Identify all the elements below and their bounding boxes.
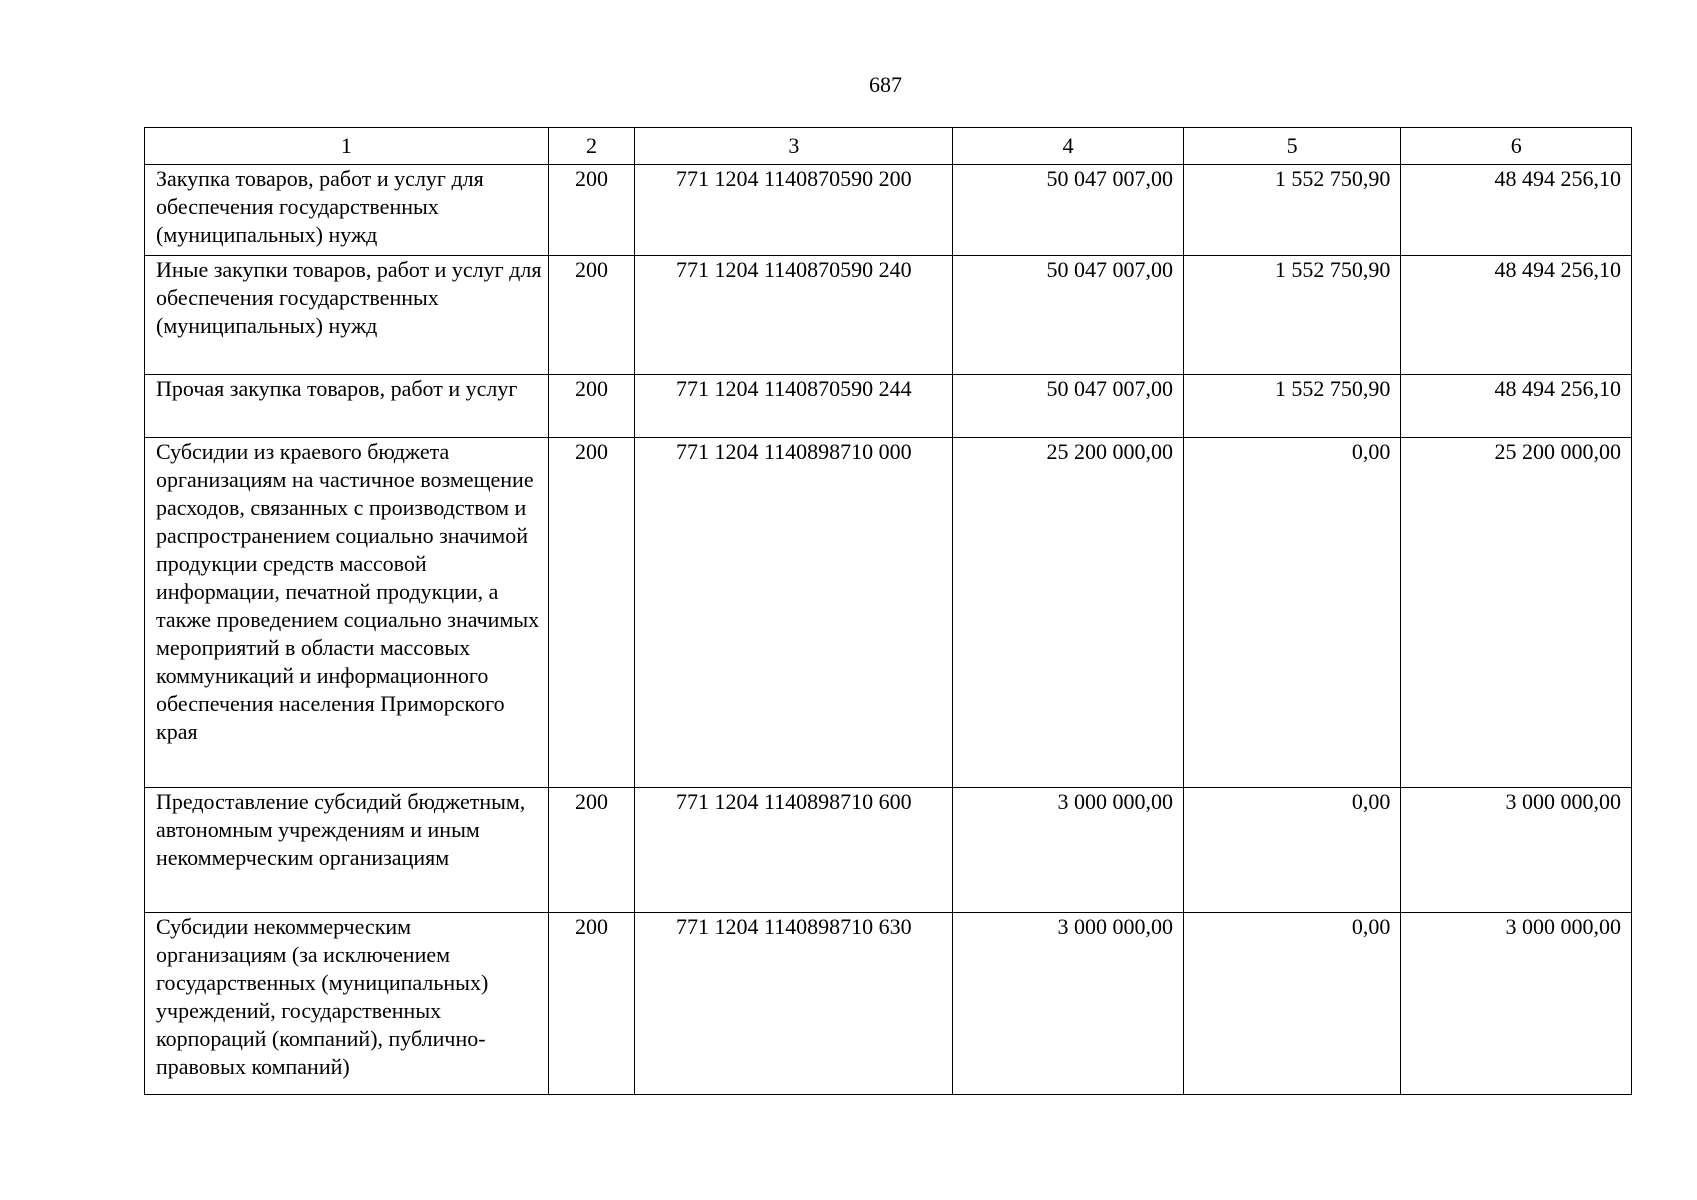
column-header-4: 4 xyxy=(953,128,1184,165)
budget-table xyxy=(144,127,1632,1095)
row-col6: 48 494 256,10 xyxy=(1401,375,1632,438)
row-col5: 0,00 xyxy=(1183,438,1400,788)
row-col6: 25 200 000,00 xyxy=(1401,438,1632,788)
table-header-row xyxy=(145,128,1632,165)
row-code: 200 xyxy=(548,913,635,1095)
table-row xyxy=(145,438,1632,788)
column-header-1: 1 xyxy=(145,128,549,165)
row-code: 200 xyxy=(548,256,635,375)
row-kbk: 771 1204 1140870590 244 xyxy=(635,375,953,438)
row-col6: 3 000 000,00 xyxy=(1401,788,1632,913)
row-col5: 1 552 750,90 xyxy=(1183,375,1400,438)
row-name: Прочая закупка товаров, работ и услуг xyxy=(145,375,549,438)
row-code: 200 xyxy=(548,165,635,256)
column-header-5: 5 xyxy=(1183,128,1400,165)
row-code: 200 xyxy=(548,375,635,438)
table-row xyxy=(145,913,1632,1095)
row-kbk: 771 1204 1140870590 240 xyxy=(635,256,953,375)
row-col4: 50 047 007,00 xyxy=(953,375,1184,438)
column-header-2: 2 xyxy=(548,128,635,165)
row-col5: 1 552 750,90 xyxy=(1183,165,1400,256)
page-number: 687 xyxy=(869,72,902,97)
row-col4: 3 000 000,00 xyxy=(953,913,1184,1095)
row-name: Закупка товаров, работ и услуг для обеспечения государственных (муниципальных) нужд xyxy=(145,165,549,256)
row-col6: 3 000 000,00 xyxy=(1401,913,1632,1095)
row-name: Иные закупки товаров, работ и услуг для обеспечения государственных (муниципальных) нужд xyxy=(145,256,549,375)
row-kbk: 771 1204 1140898710 630 xyxy=(635,913,953,1095)
row-col5: 0,00 xyxy=(1183,913,1400,1095)
table-row xyxy=(145,788,1632,913)
row-code: 200 xyxy=(548,788,635,913)
table-row xyxy=(145,375,1632,438)
column-header-3: 3 xyxy=(635,128,953,165)
row-name: Субсидии из краевого бюджета организациям на частичное возмещение расходов, связанных с производством и распространением социально значимой продукции средств массовой информации, печатной продукции, а также проведением социально значимых мероприятий в области массовых коммуникаций и информационного обеспечения населения Приморского края xyxy=(145,438,549,788)
row-kbk: 771 1204 1140870590 200 xyxy=(635,165,953,256)
row-name: Предоставление субсидий бюджетным, автономным учреждениям и иным некоммерческим организациям xyxy=(145,788,549,913)
column-header-6: 6 xyxy=(1401,128,1632,165)
row-col4: 50 047 007,00 xyxy=(953,165,1184,256)
row-col4: 25 200 000,00 xyxy=(953,438,1184,788)
row-col4: 50 047 007,00 xyxy=(953,256,1184,375)
table-row xyxy=(145,165,1632,256)
row-kbk: 771 1204 1140898710 000 xyxy=(635,438,953,788)
row-col6: 48 494 256,10 xyxy=(1401,165,1632,256)
row-kbk: 771 1204 1140898710 600 xyxy=(635,788,953,913)
row-col4: 3 000 000,00 xyxy=(953,788,1184,913)
row-col5: 0,00 xyxy=(1183,788,1400,913)
row-col5: 1 552 750,90 xyxy=(1183,256,1400,375)
row-col6: 48 494 256,10 xyxy=(1401,256,1632,375)
row-name: Субсидии некоммерческим организациям (за исключением государственных (муниципальных) учреждений, государственных корпораций (компаний), публично-правовых компаний) xyxy=(145,913,549,1095)
row-code: 200 xyxy=(548,438,635,788)
table-row xyxy=(145,256,1632,375)
